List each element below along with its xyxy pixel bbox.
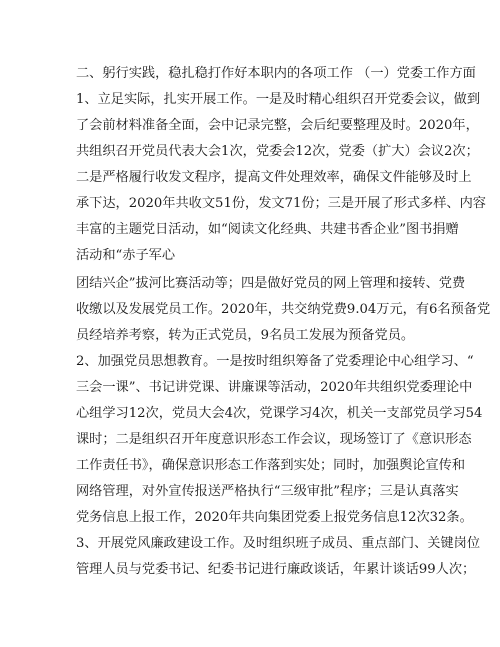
text-line: 活动和“赤子军心 [76,248,176,263]
text-line: 三会一课”、书记讲党课、讲廉课等活动，2020年共组织党委理论中 [76,380,473,395]
text-line: 网络管理，对外宣传报送严格执行“三级审批”程序；三是认真落实 [76,484,459,499]
text-line: 3、开展党风廉政建设工作。及时组织班子成员、重点部门、关键岗位 [76,536,481,551]
text-line: 1、立足实际，扎实开展工作。一是及时精心组织召开党委会议，做到 [76,92,481,107]
text-line: 员经培养考察，转为正式党员，9名员工发展为预备党员。 [76,328,415,343]
text-line: 2、加强党员思想教育。一是按时组织筹备了党委理论中心组学习、“ [76,354,474,369]
text-line: 收缴以及发展党员工作。2020年，共交纳党费9.04万元，有6名预备党 [76,302,491,317]
text-line: 心组学习12次，党员大会4次，党课学习4次，机关一支部党员学习54 [76,406,483,421]
text-line: 课时；二是组织召开年度意识形态工作会议，现场签订了《意识形态 [76,432,472,447]
text-line: 团结兴企”拔河比赛活动等；四是做好党员的网上管理和接转、党费 [76,276,466,291]
text-line: 了会前材料准备全面，会中记录完整，会后纪要整理及时。2020年， [76,118,479,133]
text-line: 工作责任书》，确保意识形态工作落到实处；同时，加强舆论宣传和 [76,458,466,473]
text-line: 二、躬行实践，稳扎稳打作好本职内的各项工作 （一）党委工作方面 [76,66,476,81]
text-line: 共组织召开党员代表大会1次，党委会12次，党委（扩大）会议2次； [76,144,479,159]
text-line: 二是严格履行收发文程序，提高文件处理效率，确保文件能够及时上 [76,170,472,185]
text-line: 党务信息上报工作，2020年共向集团党委上报党务信息12次32条。 [76,510,473,525]
text-line: 承下达，2020年共收文51份，发文71份；三是开展了形式多样、内容 [76,196,486,211]
text-line: 管理人员与党委书记、纪委书记进行廉政谈话，年累计谈话99人次； [76,562,476,577]
text-line: 丰富的主题党日活动，如“阅读文化经典、共建书香企业”图书捐赠 [76,222,459,237]
